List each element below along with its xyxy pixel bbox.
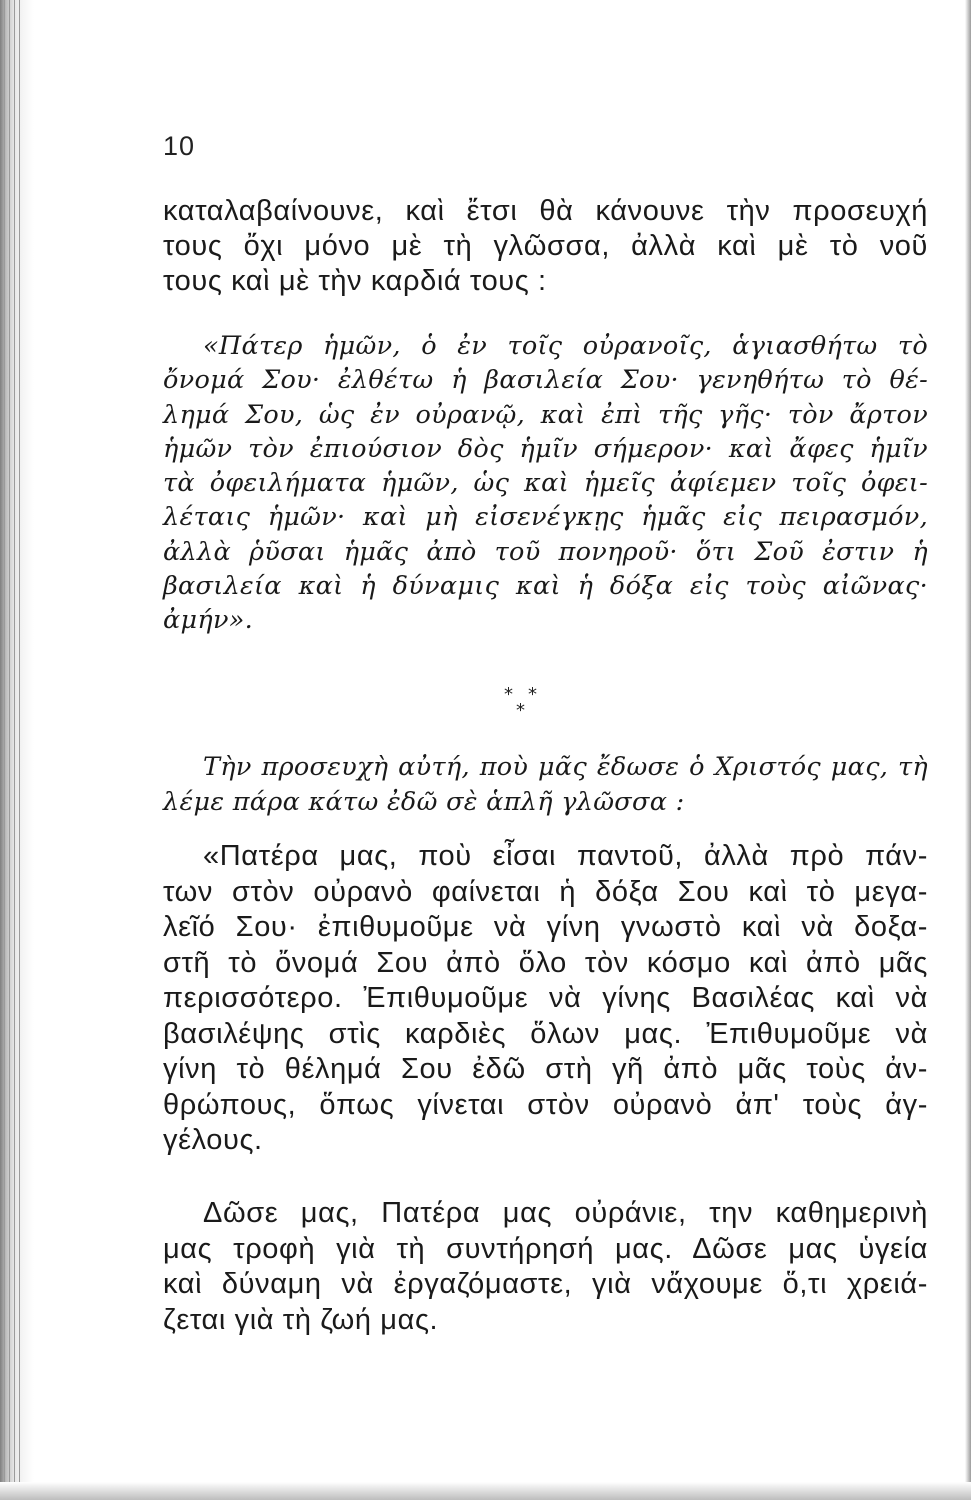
text-line: βασιλεία καὶ ἡ δύναμις καὶ ἡ δόξα εἰς τοὺς αἰῶνας· [163,571,928,602]
text-line: καταλαβαίνουνε, καὶ ἔτσι θὰ κάνουνε τὴν προσευχή [163,195,928,227]
text-line: περισσότερο. Ἐπιθυμοῦμε νὰ γίνης Βασιλέας καὶ νὰ [163,982,928,1014]
page-right-edge-shadow [965,0,971,1500]
text-line: τους ὄχι μόνο μὲ τὴ γλῶσσα, ἀλλὰ καὶ μὲ τὸ νοῦ [163,230,928,262]
text-line: λημά Σου, ὡς ἐν οὐρανῷ, καὶ ἐπὶ τῆς γῆς· τὸν ἄρτον [163,399,928,430]
text-line: ἀμήν». [163,605,254,636]
asterisk: * [504,684,513,705]
text-line: στῆ τὸ ὄνομά Σου ἀπὸ ὅλο τὸν κόσμο καὶ ἀπὸ μᾶς [163,946,928,979]
asterisk: * [516,700,525,721]
text-line: βασιλέψης στὶς καρδιὲς ὅλων μας. Ἐπιθυμοῦμε νὰ [163,1017,928,1050]
text-line: «Πατέρα μας, ποὺ εἶσαι παντοῦ, ἀλλὰ πρὸ πάν- [203,840,928,872]
text-line: λέμε πάρα κάτω ἐδῶ σὲ ἁπλῆ γλῶσσα : [163,787,685,817]
text-line: των στὸν οὐρανὸ φαίνεται ἡ δόξα Σου καὶ τὸ μεγα- [163,875,928,908]
text-line: «Πάτερ ἡμῶν, ὁ ἐν τοῖς οὐρανοῖς, ἁγιασθήτω τὸ [203,331,928,361]
text-line: γίνη τὸ θέλημά Σου ἐδῶ στὴ γῆ ἀπὸ μᾶς τοὺς ἀν- [163,1053,928,1085]
page-bottom-edge-shadow [0,1482,971,1500]
text-line: θρώπους, ὅπως γίνεται στὸν οὐρανὸ ἀπ' τοὺς ἀγ- [163,1088,928,1121]
asterisk: * [528,684,537,705]
prayer-greek-italic [163,329,928,638]
prayer-modern-paragraph-2 [163,1196,928,1338]
text-line: Δῶσε μας, Πατέρα μας οὐράνιε, την καθημερινὴ [203,1197,928,1229]
text-line: ὄνομά Σου· ἐλθέτω ἡ βασιλεία Σου· γενηθήτω τὸ θέ- [163,365,928,396]
page-number: 10 [163,131,196,161]
asterism-divider [500,684,550,726]
text-line: τὰ ὀφειλήματα ἡμῶν, ὡς καὶ ἡμεῖς ἀφίεμεν τοῖς ὀφει- [163,468,928,499]
text-line: ἀλλὰ ῥῦσαι ἡμᾶς ἀπὸ τοῦ πονηροῦ· ὅτι Σοῦ ἐστιν ἡ [163,536,928,567]
paragraph-italic-intro [163,750,928,820]
text-line: τους καὶ μὲ τὴν καρδιά τους : [163,265,547,297]
page-binding-shadow [0,0,34,1500]
paragraph-intro [163,194,928,299]
text-line: Τὴν προσευχὴ αὐτή, ποὺ μᾶς ἔδωσε ὁ Χριστός μας, τὴ [203,752,928,782]
prayer-modern-paragraph-1 [163,839,928,1159]
text-line: ἡμῶν τὸν ἐπιούσιον δὸς ἡμῖν σήμερον· καὶ ἄφες ἡμῖν [163,433,928,464]
text-line: μας τροφὴ γιὰ τὴ συντήρησή μας. Δῶσε μας ὑγεία [163,1232,928,1265]
text-line: καὶ δύναμη νὰ ἐργαζόμαστε, γιὰ νἄχουμε ὅ,τι χρειά- [163,1268,928,1300]
text-line: λέταις ἡμῶν· καὶ μὴ εἰσενέγκῃς ἡμᾶς εἰς πειρασμόν, [163,502,928,533]
text-line: λεῖό Σου· ἐπιθυμοῦμε νὰ γίνη γνωστὸ καὶ νὰ δοξα- [163,911,928,943]
text-line: γέλους. [163,1124,263,1156]
text-line: ζεται γιὰ τὴ ζωή μας. [163,1303,439,1336]
